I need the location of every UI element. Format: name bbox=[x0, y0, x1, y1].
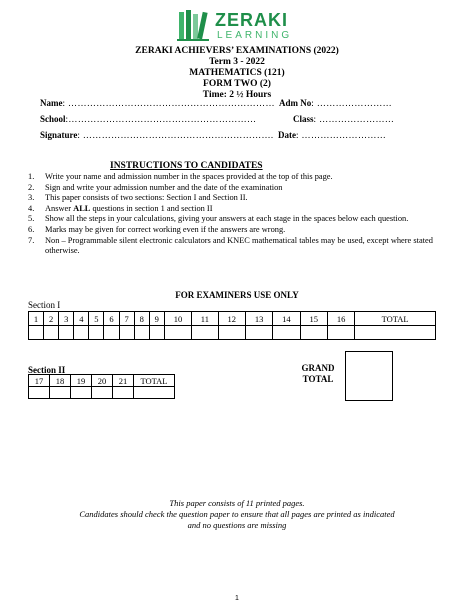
exam-form: FORM TWO (2) bbox=[203, 79, 271, 89]
score-cell[interactable] bbox=[327, 326, 354, 340]
instructions-list bbox=[28, 172, 448, 257]
instruction-number: 3. bbox=[28, 193, 35, 203]
name-field[interactable] bbox=[40, 98, 275, 108]
score-cell[interactable] bbox=[44, 326, 59, 340]
instruction-text: Non – Programmable silent electronic calculators and KNEC mathematical tables may be used, except where stated otherwise. bbox=[45, 235, 433, 256]
instruction-number: 6. bbox=[28, 224, 35, 234]
date-field[interactable] bbox=[278, 130, 386, 140]
instruction-item bbox=[28, 193, 448, 204]
section2-header-cell: 21 bbox=[113, 375, 134, 387]
section1-score-row bbox=[29, 326, 436, 340]
exam-time: Time: 2 ½ Hours bbox=[202, 90, 272, 100]
exam-term: Term 3 - 2022 bbox=[209, 57, 265, 67]
section1-header-cell: TOTAL bbox=[355, 312, 436, 326]
score-cell[interactable] bbox=[89, 326, 104, 340]
name-dots: : ………………………………………………………… bbox=[62, 98, 275, 108]
section1-header-cell: 14 bbox=[273, 312, 300, 326]
score-cell[interactable] bbox=[134, 387, 175, 399]
section2-header-cell: TOTAL bbox=[134, 375, 175, 387]
section2-header-cell: 20 bbox=[92, 375, 113, 387]
section1-header-cell: 7 bbox=[119, 312, 134, 326]
books-logo-icon bbox=[177, 8, 211, 42]
instruction-number: 4. bbox=[28, 203, 35, 213]
score-cell[interactable] bbox=[218, 326, 245, 340]
section1-header-cell: 16 bbox=[327, 312, 354, 326]
score-cell[interactable] bbox=[59, 326, 74, 340]
score-cell[interactable] bbox=[134, 326, 149, 340]
score-cell[interactable] bbox=[71, 387, 92, 399]
date-dots: : ……………………… bbox=[296, 130, 387, 140]
name-label: Name bbox=[40, 98, 63, 108]
section1-header-cell: 10 bbox=[164, 312, 191, 326]
score-cell[interactable] bbox=[245, 326, 272, 340]
score-cell[interactable] bbox=[113, 387, 134, 399]
exam-subject: MATHEMATICS (121) bbox=[189, 68, 285, 78]
instruction-text-bold: ALL bbox=[73, 203, 91, 213]
school-label: School bbox=[40, 114, 66, 124]
page-number: 1 bbox=[235, 595, 239, 602]
score-cell[interactable] bbox=[149, 326, 164, 340]
instruction-item bbox=[28, 214, 448, 225]
section1-header-cell: 6 bbox=[104, 312, 119, 326]
class-label: Class bbox=[293, 114, 314, 124]
footer-pages: This paper consists of 11 printed pages. bbox=[169, 498, 305, 508]
section1-header-cell: 3 bbox=[59, 312, 74, 326]
section1-header-cell: 4 bbox=[74, 312, 89, 326]
instruction-item bbox=[28, 225, 448, 236]
score-cell[interactable] bbox=[355, 326, 436, 340]
instruction-item bbox=[28, 183, 448, 194]
signature-field[interactable] bbox=[40, 130, 274, 140]
adm-label: Adm No bbox=[279, 98, 312, 108]
section2-score-row bbox=[29, 387, 175, 399]
instruction-number: 5. bbox=[28, 214, 35, 224]
section2-header-cell: 17 bbox=[29, 375, 50, 387]
grand-label-line1: GRAND bbox=[301, 363, 335, 373]
section2-header-cell: 18 bbox=[50, 375, 71, 387]
section1-score-table bbox=[28, 311, 436, 340]
instructions-title: INSTRUCTIONS TO CANDIDATES bbox=[110, 161, 263, 171]
footer-missing: and no questions are missing bbox=[187, 520, 287, 530]
instruction-text-post: questions in section 1 and section II bbox=[90, 203, 213, 213]
instruction-text-pre: Answer bbox=[45, 203, 74, 213]
examiners-title: FOR EXAMINERS USE ONLY bbox=[175, 290, 299, 300]
score-cell[interactable] bbox=[119, 326, 134, 340]
score-cell[interactable] bbox=[164, 326, 191, 340]
zeraki-logo bbox=[177, 8, 297, 44]
logo-sub-text: LEARNING bbox=[217, 30, 293, 41]
section1-header-row bbox=[29, 312, 436, 326]
instruction-text: Sign and write your admission number and the date of the examination bbox=[45, 182, 283, 192]
instruction-text: Write your name and admission number in the spaces provided at the top of this page. bbox=[45, 172, 333, 181]
logo-brand-text: ZERAKI bbox=[215, 10, 288, 30]
section1-header-cell: 2 bbox=[44, 312, 59, 326]
grand-total-box[interactable] bbox=[345, 351, 393, 401]
grand-total-label bbox=[296, 363, 340, 385]
class-dots: : …………………… bbox=[313, 114, 395, 124]
section1-header-cell: 11 bbox=[192, 312, 218, 326]
section1-label: Section I bbox=[28, 300, 61, 310]
section1-header-cell: 1 bbox=[29, 312, 44, 326]
section1-header-cell: 12 bbox=[218, 312, 245, 326]
score-cell[interactable] bbox=[29, 326, 44, 340]
score-cell[interactable] bbox=[74, 326, 89, 340]
score-cell[interactable] bbox=[92, 387, 113, 399]
score-cell[interactable] bbox=[192, 326, 218, 340]
section1-header-cell: 8 bbox=[134, 312, 149, 326]
section1-header-cell: 13 bbox=[245, 312, 272, 326]
date-label: Date bbox=[278, 130, 296, 140]
signature-dots: : ……………………………………………………. bbox=[77, 130, 274, 140]
section2-score-table bbox=[28, 374, 175, 399]
school-dots: :…………………………………………………… bbox=[65, 114, 257, 124]
instruction-text: This paper consists of two sections: Section I and Section II. bbox=[45, 193, 248, 203]
instruction-number: 2. bbox=[28, 182, 35, 192]
section1-header-cell: 5 bbox=[89, 312, 104, 326]
score-cell[interactable] bbox=[273, 326, 300, 340]
section2-label: Section II bbox=[28, 365, 66, 375]
section2-header-cell: 19 bbox=[71, 375, 92, 387]
section2-header-row bbox=[29, 375, 175, 387]
instruction-item bbox=[28, 236, 448, 257]
instruction-number: 1. bbox=[28, 172, 35, 181]
adm-dots: : …………………… bbox=[311, 98, 393, 108]
instruction-item bbox=[28, 204, 448, 215]
score-cell[interactable] bbox=[50, 387, 71, 399]
class-field[interactable] bbox=[293, 114, 394, 124]
score-cell[interactable] bbox=[104, 326, 119, 340]
score-cell[interactable] bbox=[300, 326, 327, 340]
footer-check: Candidates should check the question paper to ensure that all pages are printed as indicated bbox=[79, 509, 395, 519]
instruction-text: Show all the steps in your calculations, giving your answers at each stage in the spaces below each question. bbox=[45, 214, 409, 224]
section1-header-cell: 9 bbox=[149, 312, 164, 326]
section1-header-cell: 15 bbox=[300, 312, 327, 326]
grand-label-line2: TOTAL bbox=[302, 374, 334, 384]
instruction-number: 7. bbox=[28, 235, 35, 245]
exam-title: ZERAKI ACHIEVERS’ EXAMINATIONS (2022) bbox=[135, 46, 339, 56]
school-field[interactable] bbox=[40, 114, 256, 124]
score-cell[interactable] bbox=[29, 387, 50, 399]
adm-field[interactable] bbox=[279, 98, 392, 108]
instruction-item bbox=[28, 172, 448, 183]
signature-label: Signature bbox=[40, 130, 78, 140]
instruction-text: Marks may be given for correct working even if the answers are wrong. bbox=[45, 224, 286, 234]
